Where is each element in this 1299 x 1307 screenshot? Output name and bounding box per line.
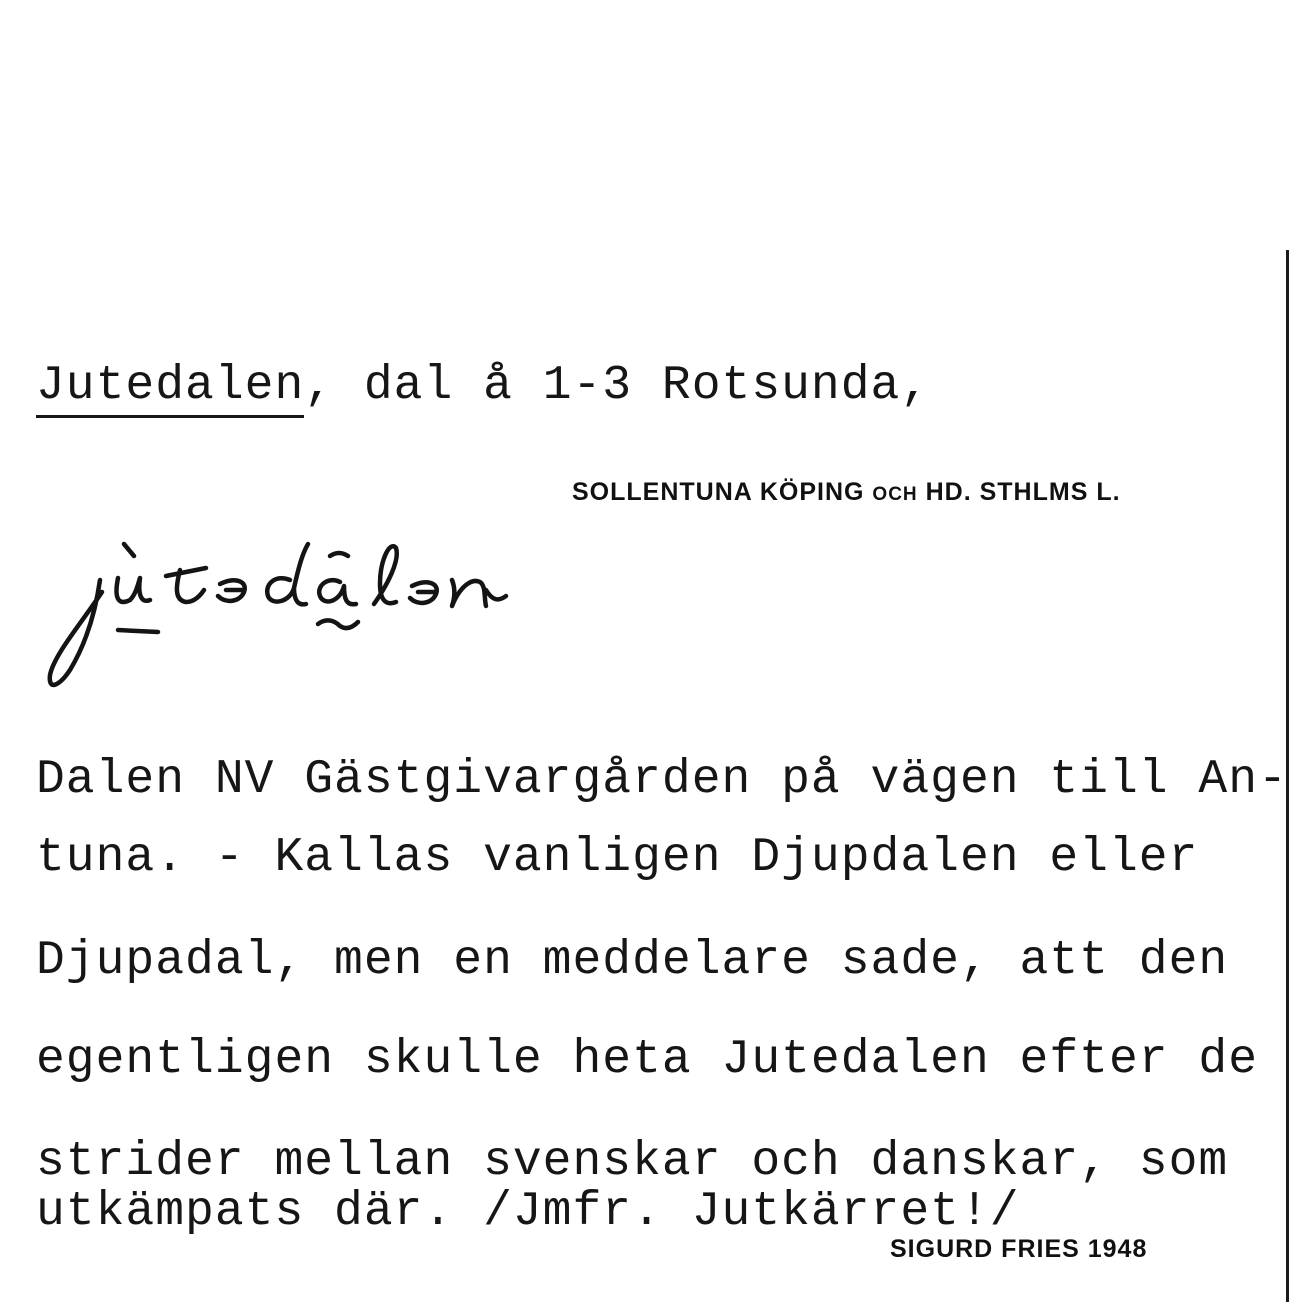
handwritten-phonetic-transcription [40, 520, 600, 700]
parish-stamp-main: SOLLENTUNA KÖPING [572, 478, 873, 506]
body-line-3: Djupadal, men en meddelare sade, att den [36, 934, 1229, 988]
heading-line [36, 359, 931, 413]
parish-stamp [572, 478, 1121, 507]
parish-stamp-end: HD. STHLMS L. [917, 478, 1121, 506]
phonetic-handwriting [40, 520, 600, 705]
collector-stamp: SIGURD FRIES 1948 [890, 1235, 1148, 1263]
body-line-1: Dalen NV Gästgivargården på vägen till An- [36, 753, 1288, 807]
body-line-5: strider mellan svenskar och danskar, som [36, 1135, 1229, 1189]
headword: Jutedalen [36, 359, 304, 418]
parish-stamp-och: OCH [872, 484, 918, 505]
heading-rest: , dal å 1-3 Rotsunda, [304, 359, 931, 413]
body-line-2: tuna. - Kallas vanligen Djupdalen eller [36, 831, 1199, 885]
body-line-4: egentligen skulle heta Jutedalen efter de [36, 1033, 1258, 1087]
body-line-6: utkämpats där. /Jmfr. Jutkärret!/ [36, 1185, 1020, 1239]
